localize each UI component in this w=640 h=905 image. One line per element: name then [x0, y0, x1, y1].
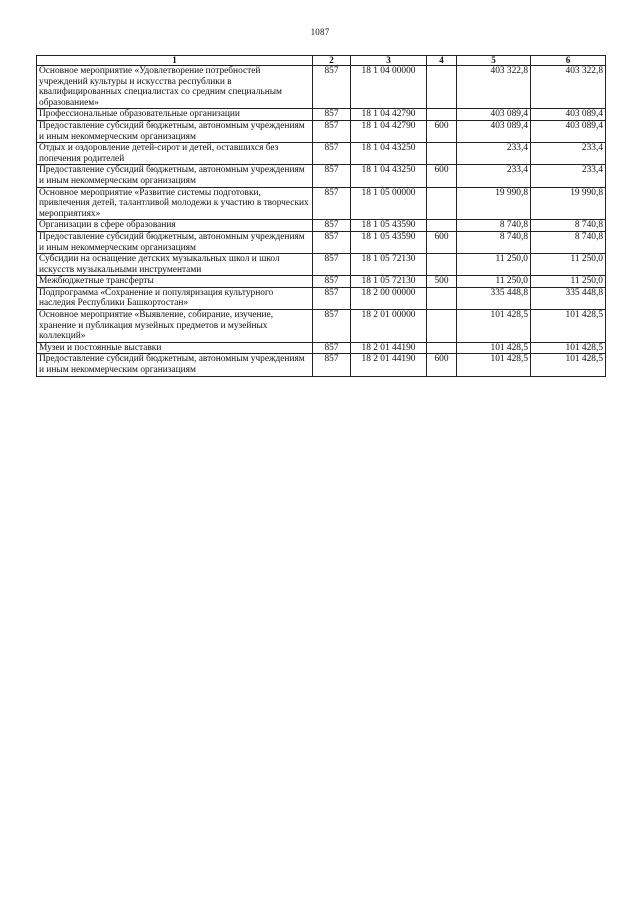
expense-type [427, 342, 457, 354]
amount-col6: 8 740,8 [531, 220, 606, 232]
item-name: Межбюджетные трансферты [37, 276, 313, 288]
amount-col6: 403 322,8 [531, 66, 606, 109]
table-row [37, 143, 606, 165]
admin-code: 857 [313, 354, 351, 376]
table-row [37, 254, 606, 276]
admin-code: 857 [313, 187, 351, 220]
amount-col5: 233,4 [457, 143, 531, 165]
column-header: 3 [351, 56, 427, 66]
table-row [37, 354, 606, 376]
amount-col6: 101 428,5 [531, 342, 606, 354]
amount-col5: 11 250,0 [457, 276, 531, 288]
item-name: Основное мероприятие «Выявление, собирание, изучение, хранение и публикация музейных предметов и музейных коллекций» [37, 310, 313, 343]
amount-col6: 101 428,5 [531, 310, 606, 343]
amount-col6: 101 428,5 [531, 354, 606, 376]
target-code: 18 1 05 43590 [351, 231, 427, 253]
admin-code: 857 [313, 287, 351, 309]
expense-type [427, 187, 457, 220]
amount-col5: 101 428,5 [457, 342, 531, 354]
amount-col5: 19 990,8 [457, 187, 531, 220]
admin-code: 857 [313, 254, 351, 276]
amount-col5: 335 448,8 [457, 287, 531, 309]
admin-code: 857 [313, 165, 351, 187]
amount-col5: 403 322,8 [457, 66, 531, 109]
table-row [37, 276, 606, 288]
expense-type: 500 [427, 276, 457, 288]
column-header: 6 [531, 56, 606, 66]
table-header-row [37, 56, 606, 66]
expense-type [427, 109, 457, 121]
item-name: Музеи и постоянные выставки [37, 342, 313, 354]
column-header: 4 [427, 56, 457, 66]
table-row [37, 109, 606, 121]
amount-col5: 11 250,0 [457, 254, 531, 276]
admin-code: 857 [313, 276, 351, 288]
expense-type [427, 66, 457, 109]
item-name: Субсидии на оснащение детских музыкальных школ и школ искусств музыкальными инструментами [37, 254, 313, 276]
column-header: 2 [313, 56, 351, 66]
item-name: Основное мероприятие «Удовлетворение потребностей учреждений культуры и искусства республики в квалифицированных специалистах со средним специальным образованием» [37, 66, 313, 109]
target-code: 18 1 05 72130 [351, 276, 427, 288]
expense-type [427, 143, 457, 165]
admin-code: 857 [313, 120, 351, 142]
amount-col6: 233,4 [531, 143, 606, 165]
amount-col6: 8 740,8 [531, 231, 606, 253]
table-row [37, 287, 606, 309]
table-row [37, 120, 606, 142]
admin-code: 857 [313, 220, 351, 232]
item-name: Профессиональные образовательные организации [37, 109, 313, 121]
budget-table [36, 55, 606, 377]
table-row [37, 187, 606, 220]
item-name: Организации в сфере образования [37, 220, 313, 232]
amount-col6: 403 089,4 [531, 120, 606, 142]
target-code: 18 2 01 44190 [351, 342, 427, 354]
expense-type: 600 [427, 354, 457, 376]
column-header: 5 [457, 56, 531, 66]
table-row [37, 165, 606, 187]
admin-code: 857 [313, 143, 351, 165]
item-name: Подпрограмма «Сохранение и популяризация культурного наследия Республики Башкортостан» [37, 287, 313, 309]
table-row [37, 310, 606, 343]
amount-col6: 11 250,0 [531, 254, 606, 276]
target-code: 18 1 04 42790 [351, 120, 427, 142]
table-row [37, 66, 606, 109]
admin-code: 857 [313, 109, 351, 121]
target-code: 18 1 04 42790 [351, 109, 427, 121]
expense-type: 600 [427, 231, 457, 253]
item-name: Предоставление субсидий бюджетным, автономным учреждениям и иным некоммерческим организациям [37, 120, 313, 142]
expense-type [427, 254, 457, 276]
amount-col5: 233,4 [457, 165, 531, 187]
target-code: 18 1 04 43250 [351, 143, 427, 165]
table-row [37, 231, 606, 253]
amount-col6: 335 448,8 [531, 287, 606, 309]
target-code: 18 2 00 00000 [351, 287, 427, 309]
page-number: 1087 [310, 27, 330, 37]
target-code: 18 1 04 00000 [351, 66, 427, 109]
admin-code: 857 [313, 231, 351, 253]
expense-type: 600 [427, 165, 457, 187]
item-name: Основное мероприятие «Развитие системы подготовки, привлечения детей, талантливой молодежи к участию в творческих мероприятиях» [37, 187, 313, 220]
amount-col5: 403 089,4 [457, 109, 531, 121]
admin-code: 857 [313, 310, 351, 343]
item-name: Предоставление субсидий бюджетным, автономным учреждениям и иным некоммерческим организациям [37, 231, 313, 253]
amount-col6: 11 250,0 [531, 276, 606, 288]
table-body [37, 66, 606, 377]
amount-col6: 233,4 [531, 165, 606, 187]
target-code: 18 1 05 00000 [351, 187, 427, 220]
amount-col6: 19 990,8 [531, 187, 606, 220]
table-row [37, 220, 606, 232]
admin-code: 857 [313, 66, 351, 109]
amount-col5: 8 740,8 [457, 220, 531, 232]
target-code: 18 2 01 00000 [351, 310, 427, 343]
amount-col5: 8 740,8 [457, 231, 531, 253]
item-name: Предоставление субсидий бюджетным, автономным учреждениям и иным некоммерческим организациям [37, 165, 313, 187]
target-code: 18 2 01 44190 [351, 354, 427, 376]
expense-type [427, 310, 457, 343]
item-name: Предоставление субсидий бюджетным, автономным учреждениям и иным некоммерческим организациям [37, 354, 313, 376]
table-row [37, 342, 606, 354]
target-code: 18 1 05 43590 [351, 220, 427, 232]
expense-type [427, 220, 457, 232]
target-code: 18 1 05 72130 [351, 254, 427, 276]
admin-code: 857 [313, 342, 351, 354]
amount-col6: 403 089,4 [531, 109, 606, 121]
amount-col5: 403 089,4 [457, 120, 531, 142]
expense-type [427, 287, 457, 309]
amount-col5: 101 428,5 [457, 310, 531, 343]
target-code: 18 1 04 43250 [351, 165, 427, 187]
expense-type: 600 [427, 120, 457, 142]
item-name: Отдых и оздоровление детей-сирот и детей, оставшихся без попечения родителей [37, 143, 313, 165]
column-header: 1 [37, 56, 313, 66]
amount-col5: 101 428,5 [457, 354, 531, 376]
